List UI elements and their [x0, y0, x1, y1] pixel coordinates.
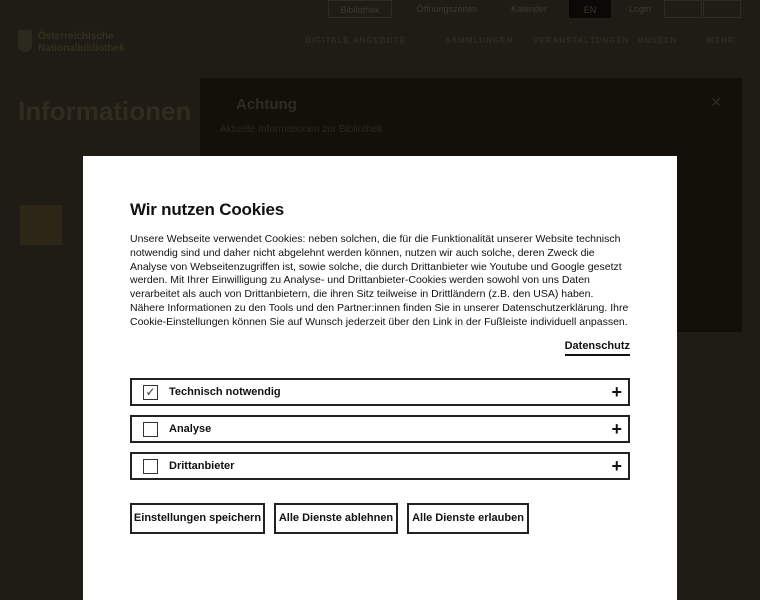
logo-line-2: Nationalbibliothek	[38, 43, 125, 54]
checkbox-third-party[interactable]	[143, 459, 158, 474]
category-label: Analyse	[169, 423, 212, 435]
expand-plus-icon[interactable]: +	[611, 419, 622, 439]
library-button[interactable]: Bibliothek	[328, 0, 392, 18]
expand-plus-icon[interactable]: +	[611, 382, 622, 402]
alert-text: Aktuelle Informationen zur Bibliothek	[220, 124, 383, 135]
user-icon[interactable]	[664, 0, 702, 18]
search-icon[interactable]	[703, 0, 741, 18]
opening-hours-link[interactable]: Öffnungszeiten	[416, 4, 478, 14]
reject-all-button[interactable]: Alle Dienste ablehnen	[274, 503, 398, 534]
login-link[interactable]: Login	[628, 4, 652, 14]
alert-title: Achtung	[236, 96, 297, 113]
checkbox-analysis[interactable]	[143, 422, 158, 437]
save-settings-button[interactable]: Einstellungen speichern	[130, 503, 265, 534]
category-third-party[interactable]	[130, 452, 630, 480]
nav-item-digital[interactable]: DIGITALE ANGEBOTE	[305, 36, 406, 45]
privacy-link[interactable]: Datenschutz	[565, 340, 630, 356]
top-utility-bar	[0, 0, 760, 20]
category-technical[interactable]	[130, 378, 630, 406]
cookie-description: Unsere Webseite verwendet Cookies: neben solchen, die für die Funktionalität unserer Website technisch notwendig sind und daher nicht abgelehnt werden können, nutzen wir auch solche, deren Zweck die Analyse von Webseitenzugriffen ist, sowie solche, die durch Drittanbieter wie Youtube und Google gesetzt werden. Mit Ihrer Einwilligung zu Analyse- und Drittanbieter-Cookies werden sowohl von uns Daten verarbeitet als auch von Drittanbietern, die ihren Sitz teilweise in Drittländern (z.B. den USA) haben. Nähere Informationen zu den Tools und den Partner:innen finden Sie in unserer Datenschutzerklärung. Ihre Cookie-Einstellungen können Sie auf Wunsch jederzeit über den Link in der Fußleiste individuell anpassen.	[130, 233, 629, 328]
nav-item-more[interactable]: MEHR	[707, 36, 735, 45]
nav-item-museums[interactable]: MUSEEN	[637, 36, 678, 45]
cookie-consent-dialog	[83, 156, 677, 600]
category-analysis[interactable]	[130, 415, 630, 443]
language-en-button[interactable]: EN	[569, 0, 611, 18]
category-label: Drittanbieter	[169, 460, 235, 472]
coat-of-arms-icon	[18, 30, 32, 52]
checkbox-technical[interactable]: ✓	[143, 385, 158, 400]
accept-all-button[interactable]: Alle Dienste erlauben	[407, 503, 529, 534]
close-icon[interactable]: ✕	[710, 94, 722, 110]
site-logo[interactable]	[18, 28, 138, 56]
nav-item-events[interactable]: VERANSTALTUNGEN	[533, 36, 630, 45]
nav-item-collections[interactable]: SAMMLUNGEN	[445, 36, 514, 45]
cookie-title: Wir nutzen Cookies	[130, 200, 284, 219]
background-image	[20, 205, 62, 245]
page-title: Informationen	[18, 96, 192, 126]
expand-plus-icon[interactable]: +	[611, 456, 622, 476]
calendar-link[interactable]: Kalender	[510, 4, 548, 14]
logo-line-1: Österreichische	[38, 31, 114, 42]
category-label: Technisch notwendig	[169, 386, 281, 398]
